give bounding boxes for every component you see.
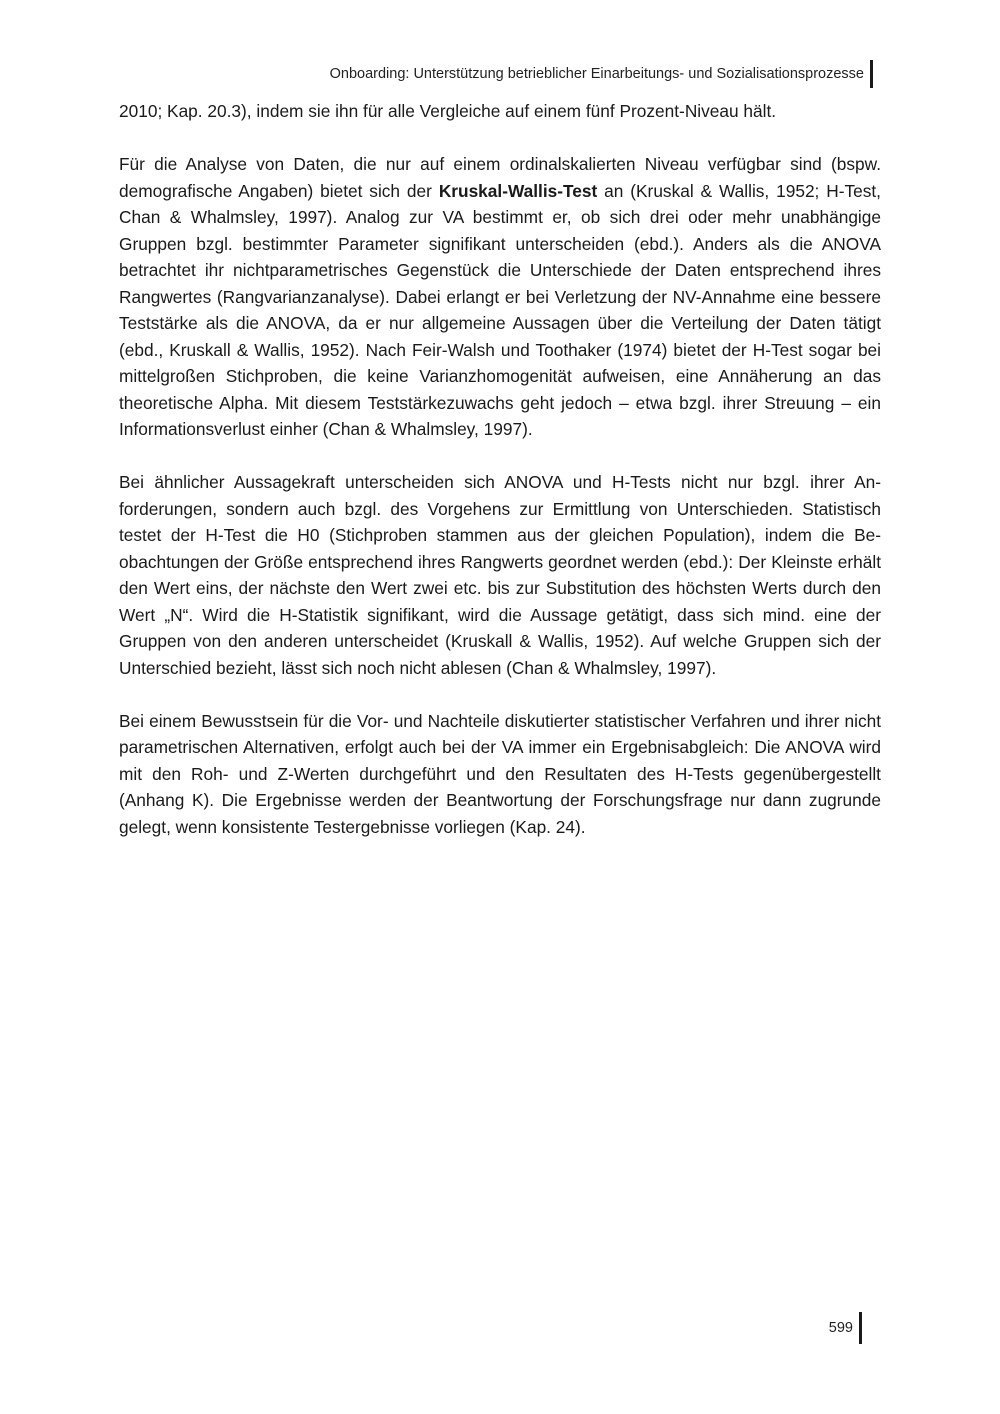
paragraph-anova-vs-h-test: Bei ähnlicher Aussagekraft unterscheiden sich ANOVA und H-Tests nicht nur bzgl. ihrer Anforderungen, sondern auch bzgl. des Vorgehens zur Ermittlung von Unterschieden. Statistisch testet der H-Test die H0 (Stichproben stammen aus der gleichen Population), indem die Beobachtungen der Größe entsprechend ihres Rangwerts geordnet werden (ebd.): Der Kleinste erhält den Wert eins, der nächste den Wert zwei etc. bis zur Substitution des höchsten Werts durch den Wert „N“. Wird die H-Statistik signifikant, wird die Aussage getätigt, dass sich mind. eine der Gruppen von den anderen unterscheidet (Kruskall & Wallis, 1952). Auf welche Gruppen sich der Unterschied bezieht, lässt sich noch nicht ablesen (Chan & Whalmsley, 1997).	[119, 472, 881, 678]
paragraph-kruskal-wallis-rest: an (Kruskal & Wallis, 1952; H-Test, Chan & Whalmsley, 1997). Analog zur VA bestimmt er, ob sich drei oder mehr unabhängige Gruppen bzgl. bestimmter Parameter signifikant unterscheiden (ebd.). Anders als die ANOVA betrachtet ihr nichtparametrisches Gegenstück die Unterschiede der Daten entsprechend ihres Rangwertes (Rangvarianzanalyse). Dabei erlangt er bei Verletzung der NV-Annahme eine bessere Teststärke als die ANOVA, da er nur allgemeine Aussagen über die Verteilung der Daten tätigt (ebd., Kruskall & Wallis, 1952). Nach Feir-Walsh und Toothaker (1974) bietet der H-Test sogar bei mittelgroßen Stichproben, die keine Varianzhomogenität aufweisen, eine Annäherung an das theoretische Alpha. Mit diesem Teststärkezuwachs geht jedoch – etwa bzgl. ihrer Streuung – ein Informationsverlust einher (Chan & Whalmsley, 1997).	[119, 180, 881, 439]
header-rule	[870, 60, 873, 88]
running-header: Onboarding: Unterstützung betrieblicher Einarbeitungs- und Sozialisationsprozesse	[329, 66, 864, 82]
body-text	[119, 98, 881, 867]
paragraph-kruskal-wallis-intro: Für die Analyse von Daten, die nur auf einem ordinalskalierten Niveau verfügbar sind (bspw. demografische Angaben) bietet sich der	[119, 154, 881, 201]
term-kruskal-wallis-test: Kruskal-Wallis-Test	[438, 180, 598, 201]
footer-rule	[859, 1312, 862, 1344]
page-number: 599	[828, 1320, 853, 1336]
paragraph-continuation: 2010; Kap. 20.3), indem sie ihn für alle Vergleiche auf einem fünf Prozent-Niveau hält.	[119, 101, 777, 121]
paragraph-kruskal-wallis	[119, 151, 881, 443]
paragraph-result-comparison: Bei einem Bewusstsein für die Vor- und Nachteile diskutierter statistischer Verfahren und ihrer nicht parametrischen Alternativen, erfolgt auch bei der VA immer ein Ergebnisabgleich: Die ANOVA wird mit den Roh- und Z-Werten durchgeführt und den Resultaten des H-Tests gegenübergestellt (Anhang K). Die Ergebnisse werden der Beantwortung der Forschungsfrage nur dann zugrunde gelegt, wenn konsistente Testergebnisse vorliegen (Kap. 24).	[119, 710, 881, 837]
